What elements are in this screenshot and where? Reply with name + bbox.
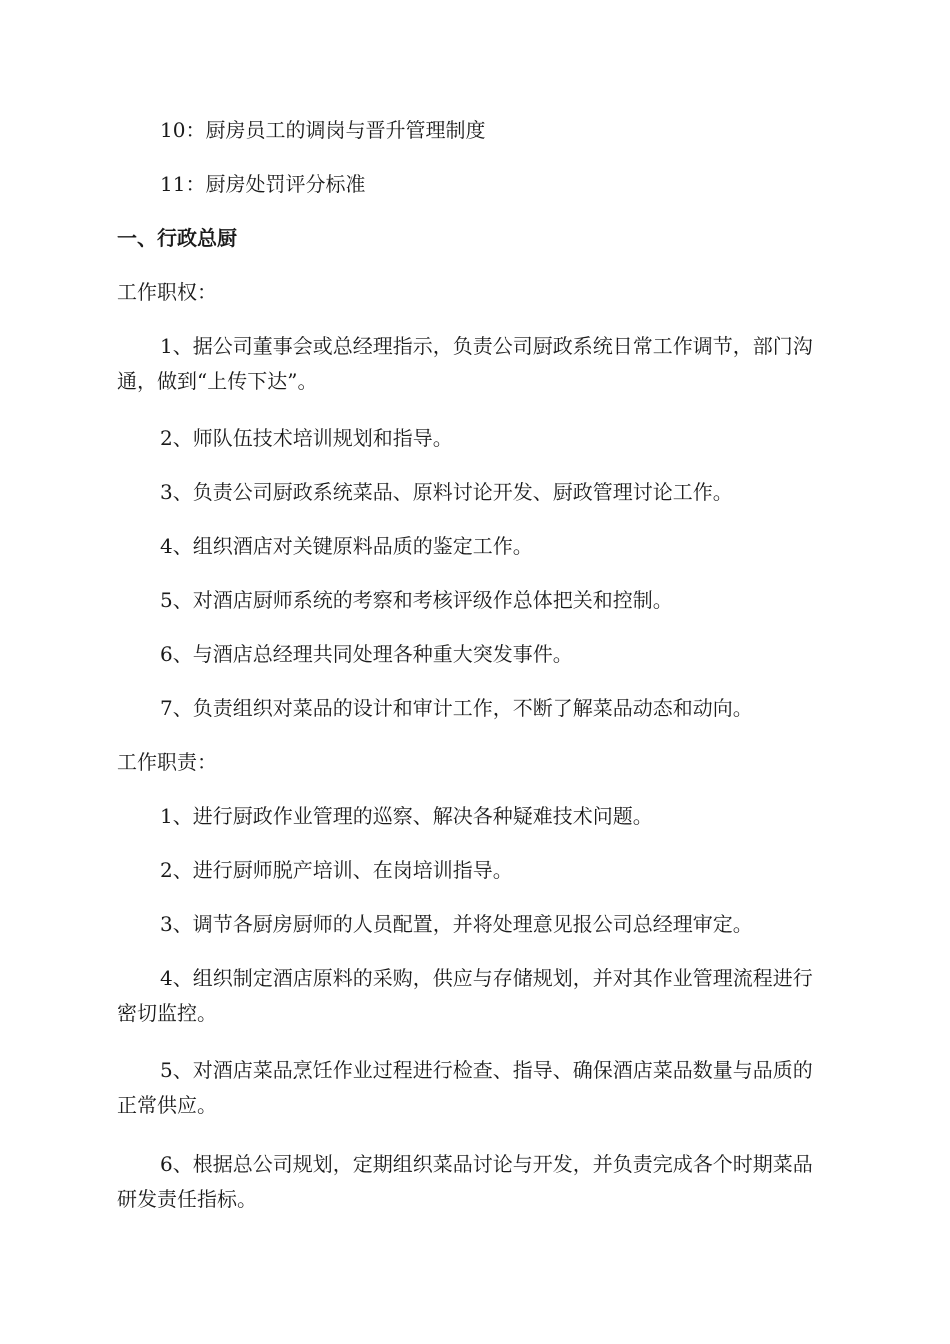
authority-item-6: 6、与酒店总经理共同处理各种重大突发事件。 xyxy=(160,642,573,666)
authority-item-7: 7、负责组织对菜品的设计和审计工作，不断了解菜品动态和动向。 xyxy=(160,696,753,720)
authority-item-4: 4、组织酒店对关键原料品质的鉴定工作。 xyxy=(160,534,533,558)
responsibility-item-3: 3、调节各厨房厨师的人员配置，并将处理意见报公司总经理审定。 xyxy=(160,912,753,936)
responsibility-item-6: 6、根据总公司规划，定期组织菜品讨论与开发，并负责完成各个时期菜品研发责任指标。 xyxy=(117,1152,813,1211)
responsibility-item-5: 5、对酒店菜品烹饪作业过程进行检查、指导、确保酒店菜品数量与品质的正常供应。 xyxy=(117,1058,813,1117)
authority-item-2: 2、师队伍技术培训规划和指导。 xyxy=(160,426,453,450)
responsibility-label: 工作职责： xyxy=(117,750,217,774)
responsibility-item-2: 2、进行厨师脱产培训、在岗培训指导。 xyxy=(160,858,513,882)
section-title: 一、行政总厨 xyxy=(117,226,237,250)
responsibility-item-1: 1、进行厨政作业管理的巡察、解决各种疑难技术问题。 xyxy=(160,804,653,828)
authority-item-1: 1、据公司董事会或总经理指示，负责公司厨政系统日常工作调节，部门沟通，做到“上传下达”。 xyxy=(117,334,813,393)
intro-item-11: 11：厨房处罚评分标准 xyxy=(160,172,366,196)
authority-item-3: 3、负责公司厨政系统菜品、原料讨论开发、厨政管理讨论工作。 xyxy=(160,480,733,504)
authority-item-5: 5、对酒店厨师系统的考察和考核评级作总体把关和控制。 xyxy=(160,588,673,612)
authority-label: 工作职权： xyxy=(117,280,217,304)
responsibility-item-4: 4、组织制定酒店原料的采购，供应与存储规划，并对其作业管理流程进行密切监控。 xyxy=(117,966,813,1025)
intro-item-10: 10：厨房员工的调岗与晋升管理制度 xyxy=(160,118,486,142)
